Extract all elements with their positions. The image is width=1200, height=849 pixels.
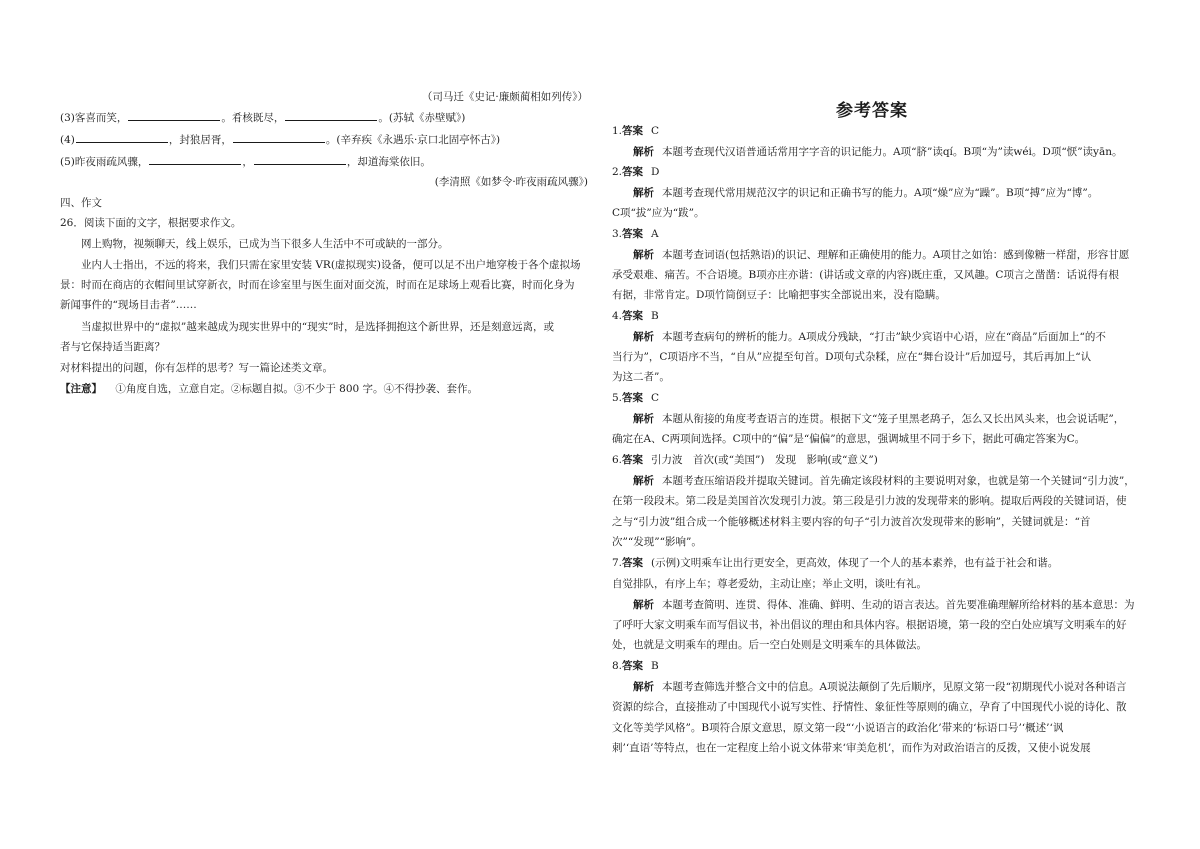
analysis-8-line: 文化等美学风格”。B项符合原文意思，原文第一段“‘小说语言的政治化’带来的‘标语口号’‘概述’‘讽 <box>612 722 1064 734</box>
answer-7-line: 自觉排队，有序上车；尊老爱幼，主动让座；举止文明，谈吐有礼。 <box>612 578 927 590</box>
answer-3: 3.答案 A <box>612 228 659 240</box>
page-title: 参考答案 <box>836 101 908 121</box>
analysis-7-line: 了呼吁大家文明乘车而写倡议书，补出倡议的理由和具体内容。根据语境，第一段的空白处应填写文明乘车的好 <box>612 619 1127 631</box>
answer-blank[interactable] <box>233 132 325 143</box>
essay-paragraph: 者与它保持适当距离？ <box>60 341 165 353</box>
analysis-1: 解析 本题考查现代汉语普通话常用字字音的识记能力。A项“脐”读qí。B项“为”读wéi。D项“恹”读yān。 <box>633 146 1123 158</box>
section-heading: 四、作文 <box>60 197 102 209</box>
analysis-8-line: 刺’‘直语’等特点，也在一定程度上给小说文体带来‘审美危机’，而作为对政治语言的反拨，又使小说发展 <box>612 742 1091 754</box>
analysis-6: 解析 本题考查压缩语段并提取关键词。首先确定该段材料的主要说明对象，也就是第一个关键词“引力波”， <box>633 475 1135 487</box>
essay-paragraph: 景：时而在商店的衣帽间里试穿新衣，时而在诊室里与医生面对面交流，时而在足球场上观看比赛，时而化身为 <box>60 279 575 291</box>
question-5: (5)昨夜雨疏风骤， ， ，却道海棠依旧。 <box>60 156 431 168</box>
question-3: (3)客喜而笑， 。肴核既尽， 。(苏轼《赤壁赋》) <box>60 112 466 124</box>
answer-6: 6.答案 引力波 首次(或“美国”) 发现 影响(或“意义”) <box>612 454 878 466</box>
analysis-3: 解析 本题考查词语(包括熟语)的识记、理解和正确使用的能力。A项甘之如饴：感到像糖一样甜，形容甘愿 <box>633 249 1130 261</box>
source-citation-5: (李清照《如梦令·昨夜雨疏风骤》) <box>434 176 588 188</box>
answer-blank[interactable] <box>76 132 168 143</box>
answer-2: 2.答案 D <box>612 166 660 178</box>
note-text: ①角度自选，立意自定。②标题自拟。③不少于 800 字。④不得抄袭、套作。 <box>115 383 479 395</box>
analysis-5: 解析 本题从衔接的角度考查语言的连贯。根据下文“笼子里黑老鸹子，怎么又长出风头来，也会说话呢”， <box>633 413 1125 425</box>
analysis-5-line: 确定在A、C两项间选择。C项中的“偏”是“偏偏”的意思，强调城里不同于乡下，据此可确定答案为C。 <box>612 433 1086 445</box>
answer-8: 8.答案 B <box>612 660 659 672</box>
answer-blank[interactable] <box>254 154 346 165</box>
answer-blank[interactable] <box>149 154 241 165</box>
answer-blank[interactable] <box>285 110 377 121</box>
answer-blank[interactable] <box>128 110 220 121</box>
analysis-7-line: 处，也就是文明乘车的理由。后一空白处则是文明乘车的具体做法。 <box>612 639 927 651</box>
answer-5: 5.答案 C <box>612 392 660 404</box>
analysis-7: 解析 本题考查简明、连贯、得体、准确、鲜明、生动的语言表达。首先要准确理解所给材料的基本意思：为 <box>633 599 1135 611</box>
analysis-6-line: 之与“引力波”组合成一个能够概述材料主要内容的句子“引力波首次发现带来的影响”，关键词就是：“首 <box>612 516 1091 528</box>
essay-note <box>60 382 478 396</box>
analysis-4: 解析 本题考查病句的辨析的能力。A项成分残缺，“打击”缺少宾语中心语，应在“商品”后面加上“的不 <box>633 331 1106 343</box>
analysis-6-line: 次”“发现”“影响”。 <box>612 536 702 548</box>
essay-paragraph: 当虚拟世界中的“虚拟”越来越成为现实世界中的“现实”时，是选择拥抱这个新世界，还是刻意远离，或 <box>81 321 554 333</box>
question-26: 26．阅读下面的文字，根据要求作文。 <box>60 217 242 229</box>
essay-paragraph: 新闻事件的“现场目击者”…… <box>60 299 197 311</box>
analysis-2-line: C项“拔”应为“跋”。 <box>612 207 705 219</box>
analysis-4-line: 当行为”，C项语序不当，“自从”应提至句首。D项句式杂糅，应在“舞台设计”后加逗号，其后再加上“认 <box>612 351 1092 363</box>
essay-instruction: 对材料提出的问题，你有怎样的思考？写一篇论述类文章。 <box>60 362 333 374</box>
analysis-6-line: 在第一段段末。第二段是美国首次发现引力波。第三段是引力波的发现带来的影响。提取后两段的关键词语，使 <box>612 495 1127 507</box>
answer-4: 4.答案 B <box>612 310 659 322</box>
question-4: (4) ，封狼居胥， 。(辛弃疾《永遇乐·京口北固亭怀古》) <box>60 134 501 146</box>
answer-1: 1.答案 C <box>612 125 660 137</box>
answer-7: 7.答案 (示例)文明乘车让出行更安全，更高效，体现了一个人的基本素养，也有益于社会和谐。 <box>612 557 1059 569</box>
analysis-2: 解析 本题考查现代常用规范汉字的识记和正确书写的能力。A项“燥”应为“躁”。B项“搏”应为“博”。 <box>633 187 1099 199</box>
essay-paragraph: 业内人士指出，不远的将来，我们只需在家里安装 VR(虚拟现实)设备，便可以足不出户地穿梭于各个虚拟场 <box>81 259 581 271</box>
essay-paragraph: 网上购物，视频聊天，线上娱乐，已成为当下很多人生活中不可或缺的一部分。 <box>81 238 449 250</box>
analysis-8: 解析 本题考查筛选并整合文中的信息。A项说法颠倒了先后顺序，见原文第一段“初期现代小说对各种语言 <box>633 681 1127 693</box>
source-citation-1: （司马迁《史记·廉颇蔺相如列传》） <box>421 91 588 103</box>
analysis-8-line: 资源的综合，直接推动了中国现代小说写实性、抒情性、象征性等原则的确立，孕育了中国现代小说的诗化、散 <box>612 701 1127 713</box>
analysis-4-line: 为这二者”。 <box>612 371 670 383</box>
note-label: 【注意】 <box>60 383 102 395</box>
analysis-3-line: 承受艰难、痛苦。不合语境。B项亦庄亦谐：(讲话或文章的内容)既庄重，又风趣。C项言之凿凿：话说得有根 <box>612 269 1119 281</box>
analysis-3-line: 有据，非常肯定。D项竹筒倒豆子：比喻把事实全部说出来，没有隐瞒。 <box>612 289 946 301</box>
